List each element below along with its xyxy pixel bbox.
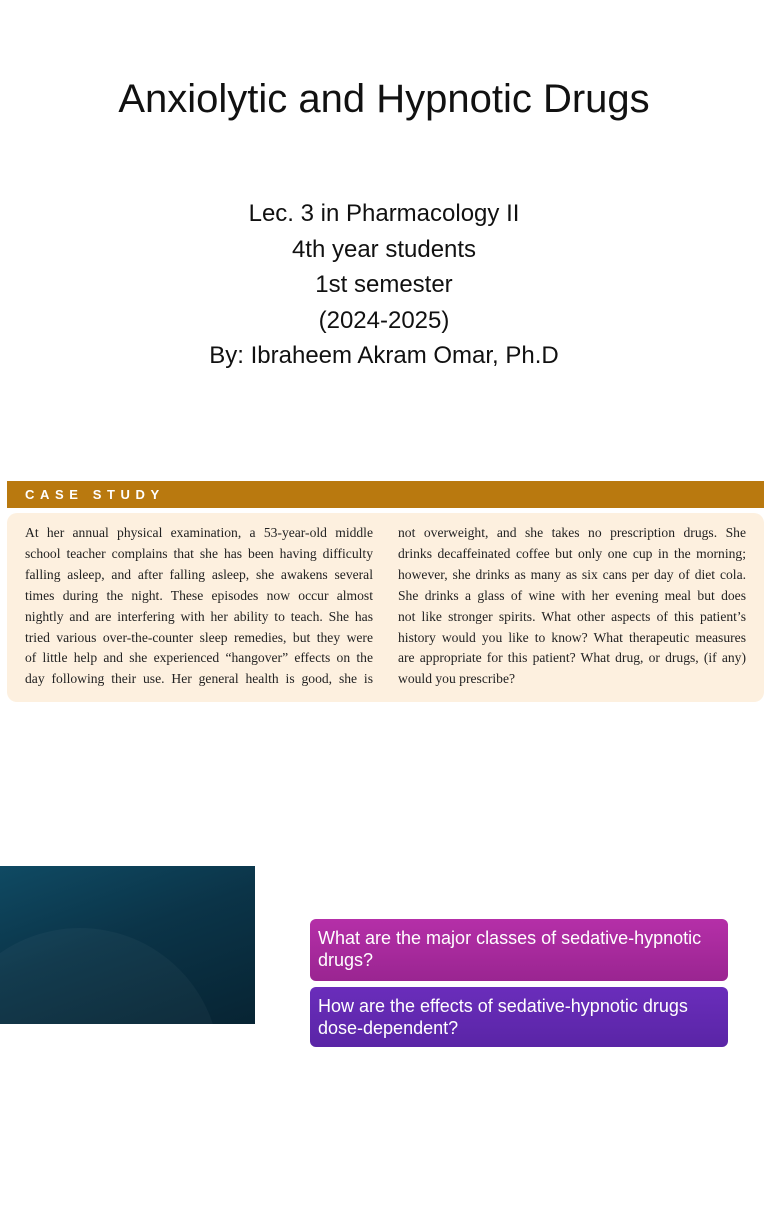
lecture-info <box>0 196 768 374</box>
lecture-year: (2024-2025) <box>318 306 450 334</box>
case-line: would you prescribe? <box>398 671 516 687</box>
case-line: are appropriate for this patient? What drug, or drugs, (if any) <box>398 650 746 666</box>
lecture-audience: 4th year students <box>291 235 477 263</box>
case-study-left-column <box>25 523 373 690</box>
case-line: school teacher complains that she has been having difficulty <box>25 545 373 561</box>
case-study-label: CASE STUDY <box>25 487 165 502</box>
case-line: times during the night. These episodes now occur almost <box>25 587 373 603</box>
question-text: How are the effects of sedative-hypnotic drugs dose-dependent? <box>318 996 688 1038</box>
question-card-classes[interactable] <box>310 919 728 981</box>
case-line: not like stronger spirits. What other aspects of this patient’s <box>398 608 746 624</box>
lecture-course: Lec. 3 in Pharmacology II <box>248 200 520 227</box>
case-line: however, she drinks as many as six cans per day of diet cola. <box>398 566 746 582</box>
case-line: tried various over-the-counter sleep remedies, but they were <box>25 629 373 645</box>
case-line: history would you like to know? What therapeutic measures <box>398 629 746 645</box>
question-card-dose[interactable] <box>310 987 728 1047</box>
case-line: day following their use. Her general health is good, she is <box>25 671 373 687</box>
case-line: She drinks a glass of wine with her evening meal but does <box>398 587 746 603</box>
case-line: falling asleep, and after falling asleep, she awakens several <box>25 566 373 582</box>
case-line: not overweight, and she takes no prescription drugs. She <box>398 525 746 540</box>
question-text: What are the major classes of sedative-hypnotic drugs? <box>318 928 702 970</box>
case-line: drinks decaffeinated coffee but only one cup in the morning; <box>398 545 746 561</box>
page-title: Anxiolytic and Hypnotic Drugs <box>118 77 650 121</box>
lecture-author: By: Ibraheem Akram Omar, Ph.D <box>209 342 559 369</box>
decorative-arc <box>0 928 220 1208</box>
case-study-box <box>7 513 764 702</box>
case-study-right-column <box>398 523 746 690</box>
case-line: nightly and are interfering with her ability to teach. She has <box>25 608 373 624</box>
case-line: of little help and she experienced “hangover” effects on the <box>25 650 373 666</box>
case-line: At her annual physical examination, a 53-year-old middle <box>25 525 373 540</box>
case-study-header <box>7 481 764 508</box>
decorative-panel <box>0 866 255 1024</box>
lecture-semester: 1st semester <box>315 271 453 298</box>
